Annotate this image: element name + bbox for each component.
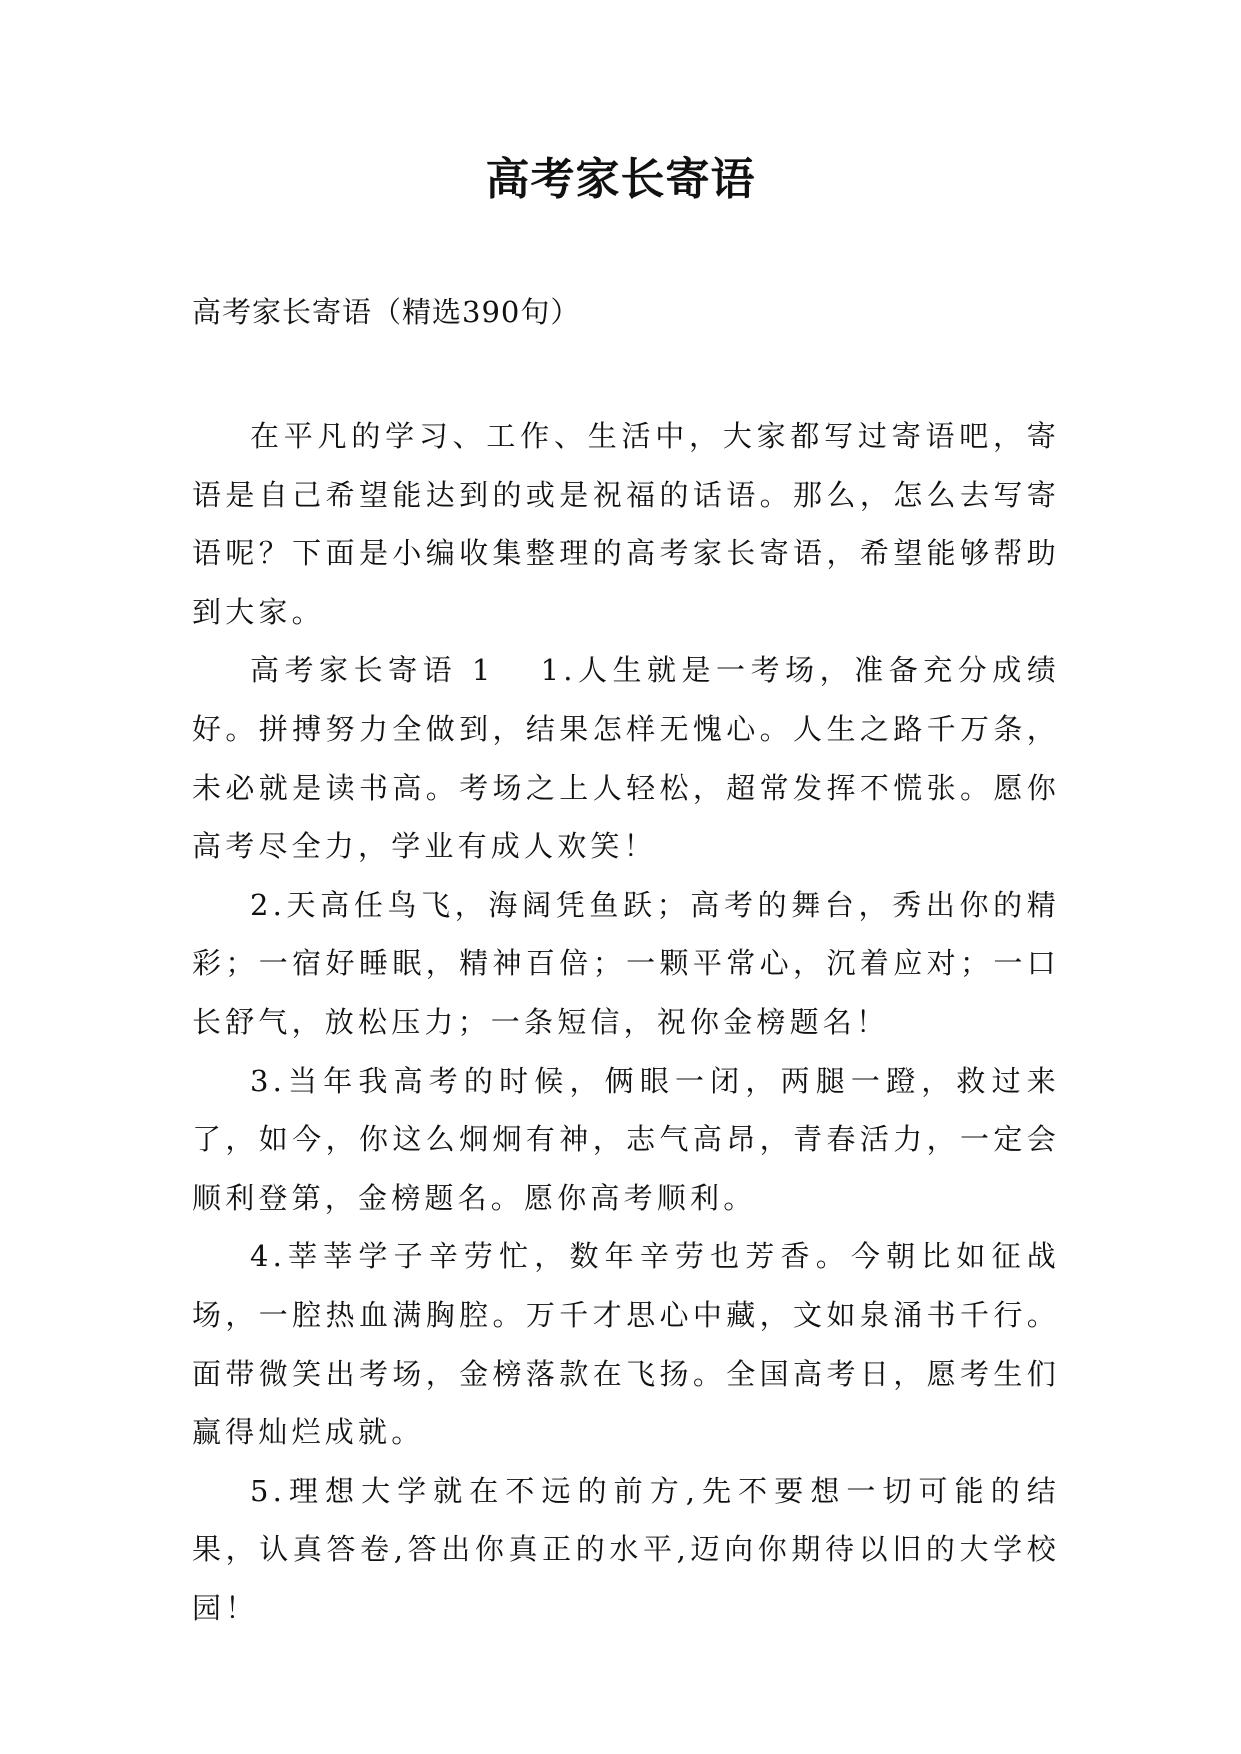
section-paragraph-1 xyxy=(192,641,1060,875)
item-4: 4.莘莘学子辛劳忙，数年辛劳也芳香。今朝比如征战场，一腔热血满胸腔。万千才思心中藏，文如泉涌书千行。面带微笑出考场，金榜落款在飞扬。全国高考日，愿考生们赢得灿烂成就。 xyxy=(192,1239,1060,1450)
item-1: 1.人生就是一考场，准备充分成绩好。拼搏努力全做到，结果怎样无愧心。人生之路千万条，未必就是读书高。考场之上人轻松，超常发挥不慌张。愿你高考尽全力，学业有成人欢笑！ xyxy=(192,653,1060,864)
item-3: 3.当年我高考的时候，俩眼一闭，两腿一蹬，救过来了，如今，你这么炯炯有神，志气高昂，青春活力，一定会顺利登第，金榜题名。愿你高考顺利。 xyxy=(192,1063,1060,1215)
intro-paragraph: 在平凡的学习、工作、生活中，大家都写过寄语吧，寄语是自己希望能达到的或是祝福的话语。那么，怎么去写寄语呢？下面是小编收集整理的高考家长寄语，希望能够帮助到大家。 xyxy=(192,419,1060,629)
document-body xyxy=(192,407,1060,1637)
document-subtitle: 高考家长寄语（精选390句） xyxy=(192,295,581,329)
item-5: 5.理想大学就在不远的前方,先不要想一切可能的结果，认真答卷,答出你真正的水平,迈向你期待以旧的大学校园！ xyxy=(192,1473,1060,1625)
item-2: 2.天高任鸟飞，海阔凭鱼跃；高考的舞台，秀出你的精彩；一宿好睡眠，精神百倍；一颗平常心，沉着应对；一口长舒气，放松压力；一条短信，祝你金榜题名！ xyxy=(192,887,1060,1039)
document-title: 高考家长寄语 xyxy=(485,154,756,205)
section-heading: 高考家长寄语 1 xyxy=(250,653,495,688)
